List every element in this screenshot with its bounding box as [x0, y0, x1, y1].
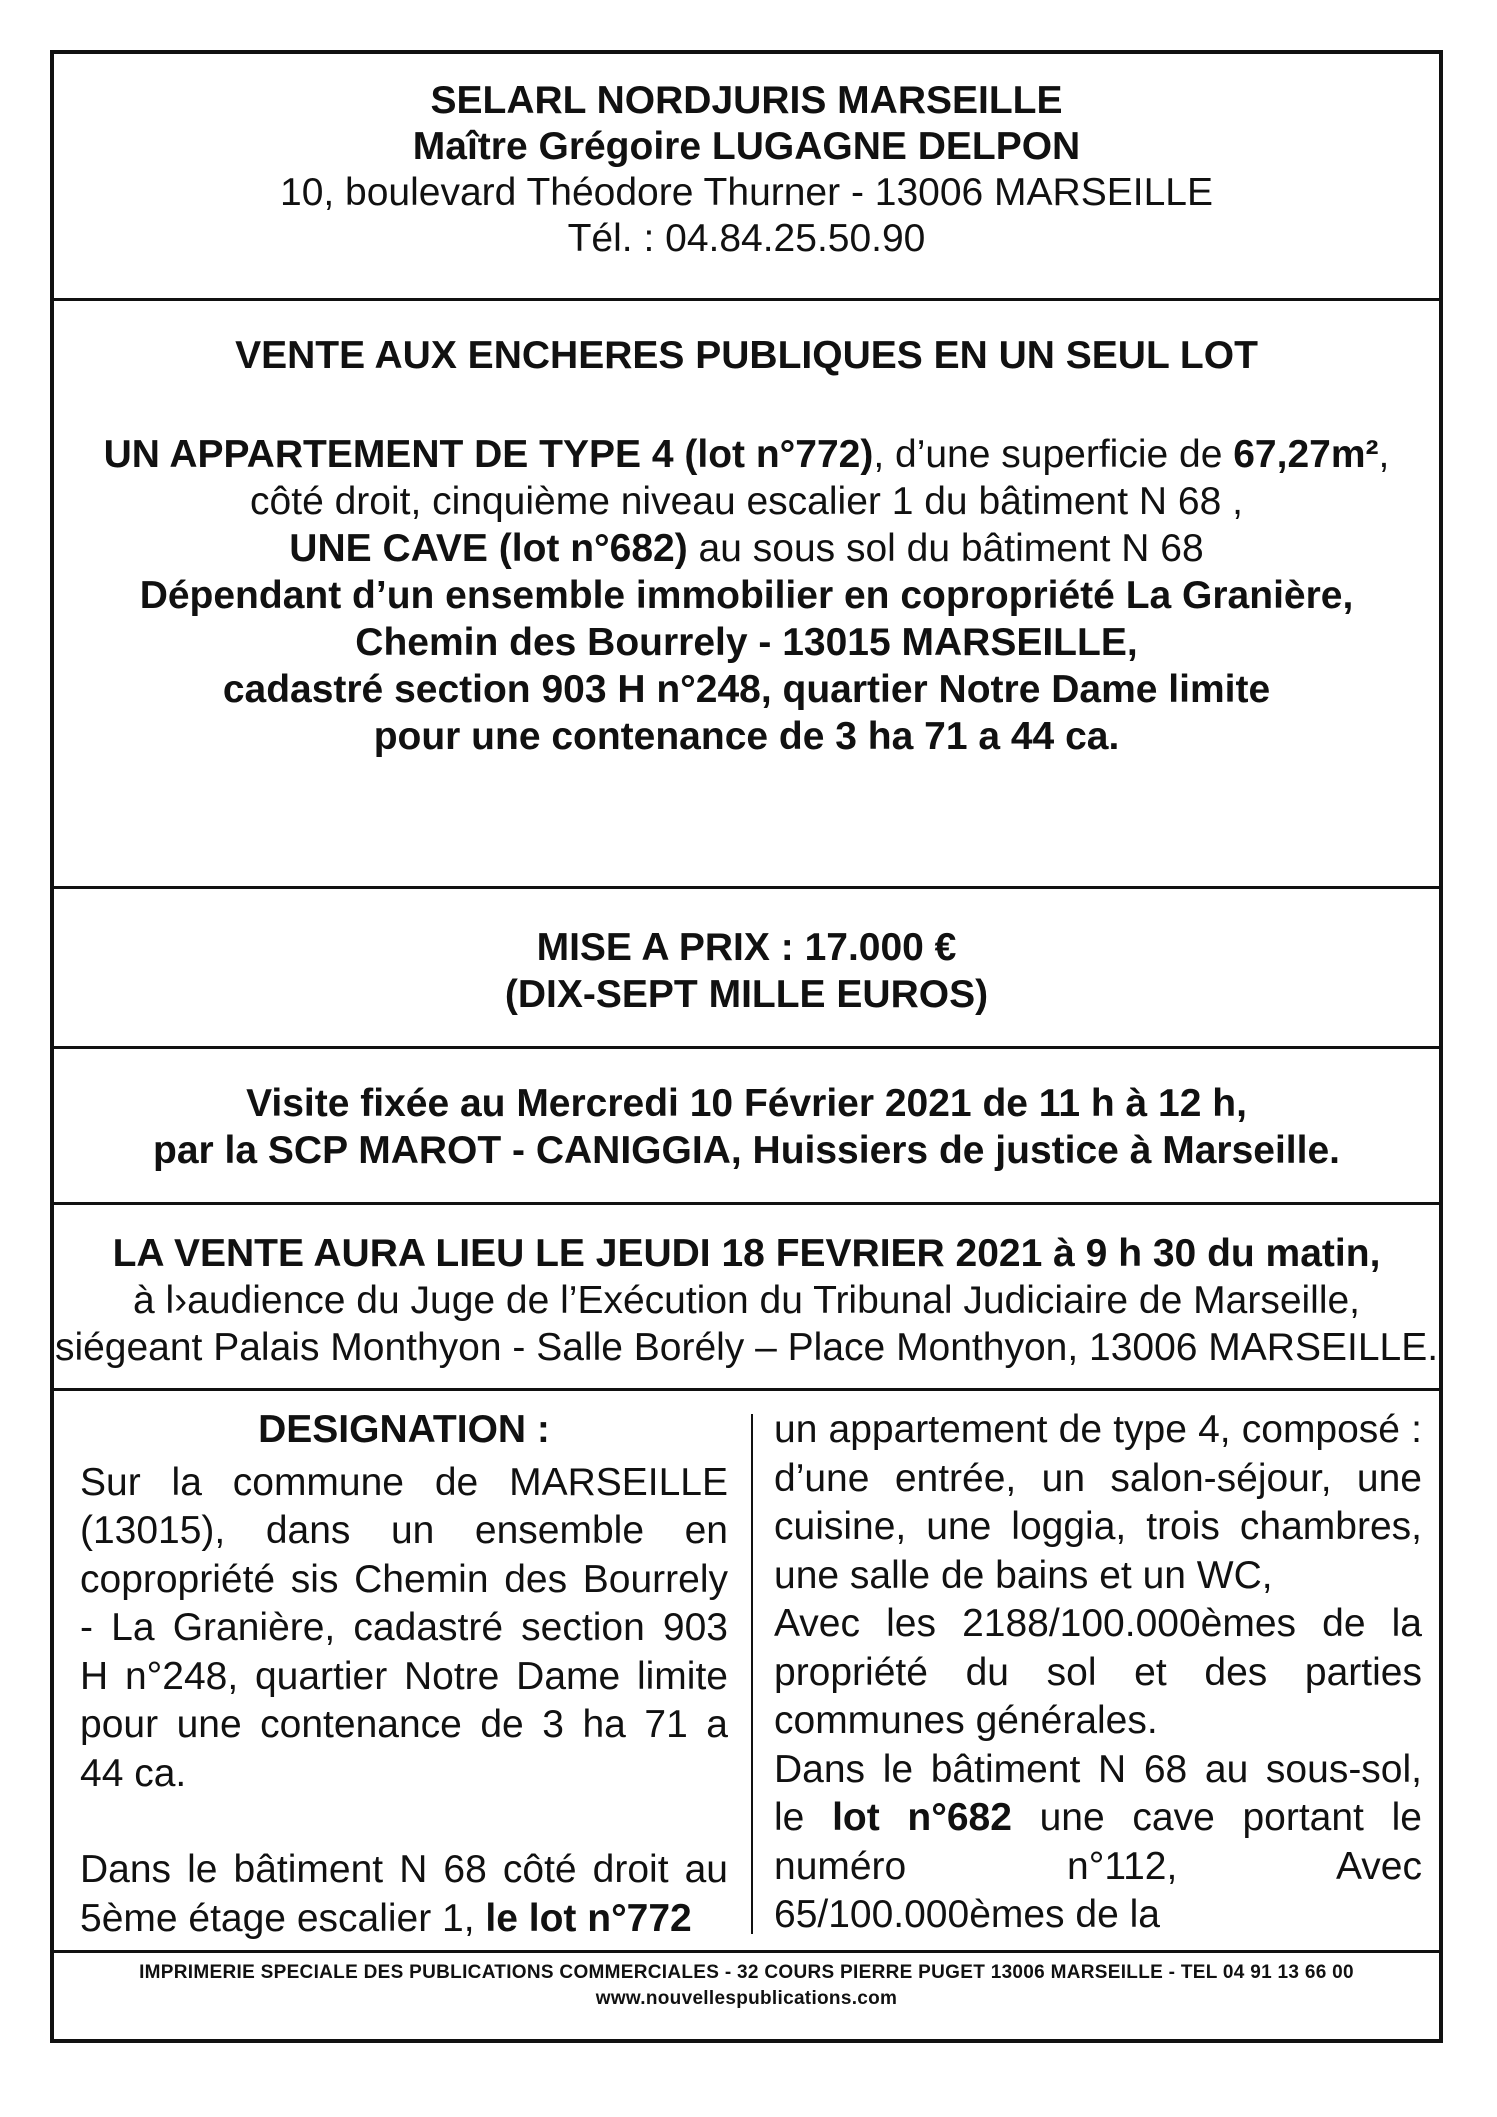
firm-address: 10, boulevard Théodore Thurner - 13006 MARSEILLE: [280, 171, 1213, 214]
auction-court: à l›audience du Juge de l’Exécution du Tribunal Judiciaire de Marseille,: [132, 1279, 1361, 1322]
cave-line: [54, 525, 1439, 572]
apartment-area: 67,27m²: [1233, 433, 1379, 476]
printer-website: www.nouvellespublications.com: [595, 1988, 898, 2009]
printer-info: IMPRIMERIE SPECIALE DES PUBLICATIONS COMMERCIALES - 32 COURS PIERRE PUGET 13006 MARSEILLE - TEL 04 91 13 66 00: [139, 1962, 1354, 1983]
price-section: [54, 894, 1439, 1044]
auction-section: [54, 1206, 1439, 1386]
designation-paragraph: Avec les 2188/100.000èmes de la propriété du sol et des parties communes générales.: [774, 1602, 1422, 1742]
designation-paragraph: [774, 1746, 1422, 1940]
divider: [54, 1950, 1439, 1953]
sale-title: VENTE AUX ENCHERES PUBLIQUES EN UN SEUL LOT: [235, 334, 1258, 377]
divider: [54, 1046, 1439, 1049]
property-line-1: Dépendant d’un ensemble immobilier en copropriété La Granière,: [139, 574, 1354, 617]
column-divider: [751, 1414, 753, 1934]
designation-title: DESIGNATION :: [258, 1408, 550, 1451]
apartment-label: UN APPARTEMENT DE TYPE 4 (lot n°772): [103, 433, 874, 476]
designation-left-column: [80, 1406, 728, 1943]
designation-paragraph: un appartement de type 4, composé : d’une entrée, un salon-séjour, une cuisine, une loggia, trois chambres, une salle de bains et un WC,: [774, 1408, 1422, 1597]
apartment-text: , d’une superficie de: [873, 433, 1234, 476]
cave-text: au sous sol du bâtiment N 68: [687, 527, 1204, 570]
visit-line-1: Visite fixée au Mercredi 10 Février 2021 de 11 h à 12 h,: [246, 1082, 1247, 1125]
cave-label: UNE CAVE (lot n°682): [289, 527, 688, 570]
designation-section: [54, 1406, 1439, 1946]
visit-section: [54, 1050, 1439, 1200]
starting-price-words: (DIX-SEPT MILLE EUROS): [504, 973, 989, 1016]
auction-date: LA VENTE AURA LIEU LE JEUDI 18 FEVRIER 2021 à 9 h 30 du matin,: [112, 1232, 1381, 1275]
lot-682-label: lot n°682: [832, 1796, 1012, 1839]
header-section: [54, 66, 1439, 296]
sale-section: [54, 306, 1439, 886]
firm-phone: Tél. : 04.84.25.50.90: [567, 217, 926, 260]
apartment-location: côté droit, cinquième niveau escalier 1 du bâtiment N 68 ,: [250, 480, 1243, 523]
apartment-end: ,: [1378, 433, 1390, 476]
starting-price: MISE A PRIX : 17.000 €: [536, 926, 957, 969]
divider: [54, 886, 1439, 889]
lot-772-label: le lot n°772: [485, 1896, 692, 1940]
auction-venue: siégeant Palais Monthyon - Salle Borély – Place Monthyon, 13006 MARSEILLE.: [54, 1326, 1439, 1369]
lawyer-name: Maître Grégoire LUGAGNE DELPON: [412, 125, 1081, 168]
legal-notice-frame: [50, 50, 1443, 2043]
property-line-4: pour une contenance de 3 ha 71 a 44 ca.: [373, 715, 1120, 758]
designation-text: Dans le bâtiment N 68 côté droit au 5ème étage escalier 1,: [80, 1848, 728, 1940]
designation-paragraph: [80, 1846, 728, 1943]
divider: [54, 1388, 1439, 1391]
designation-paragraph: Sur la commune de MARSEILLE (13015), dans un ensemble en copropriété sis Chemin des Bourrely - La Granière, cadastré section 903 H n°248, quartier Notre Dame limite pour une contenance de 3 ha 71 a 44 ca.: [80, 1460, 728, 1795]
designation-text: une cave portant le numéro n°112, Avec 65/100.000èmes de la: [774, 1796, 1422, 1936]
property-line-3: cadastré section 903 H n°248, quartier Notre Dame limite: [222, 668, 1271, 711]
visit-line-2: par la SCP MAROT - CANIGGIA, Huissiers de justice à Marseille.: [153, 1129, 1340, 1172]
firm-name: SELARL NORDJURIS MARSEILLE: [430, 79, 1063, 122]
designation-text: Dans le bâtiment N 68 au sous-sol, le: [774, 1747, 1422, 1839]
divider: [54, 1202, 1439, 1205]
divider: [54, 298, 1439, 301]
apartment-line: [54, 431, 1439, 478]
property-line-2: Chemin des Bourrely - 13015 MARSEILLE,: [355, 621, 1138, 664]
printer-footer: [54, 1960, 1439, 2012]
designation-right-column: [774, 1406, 1422, 1940]
